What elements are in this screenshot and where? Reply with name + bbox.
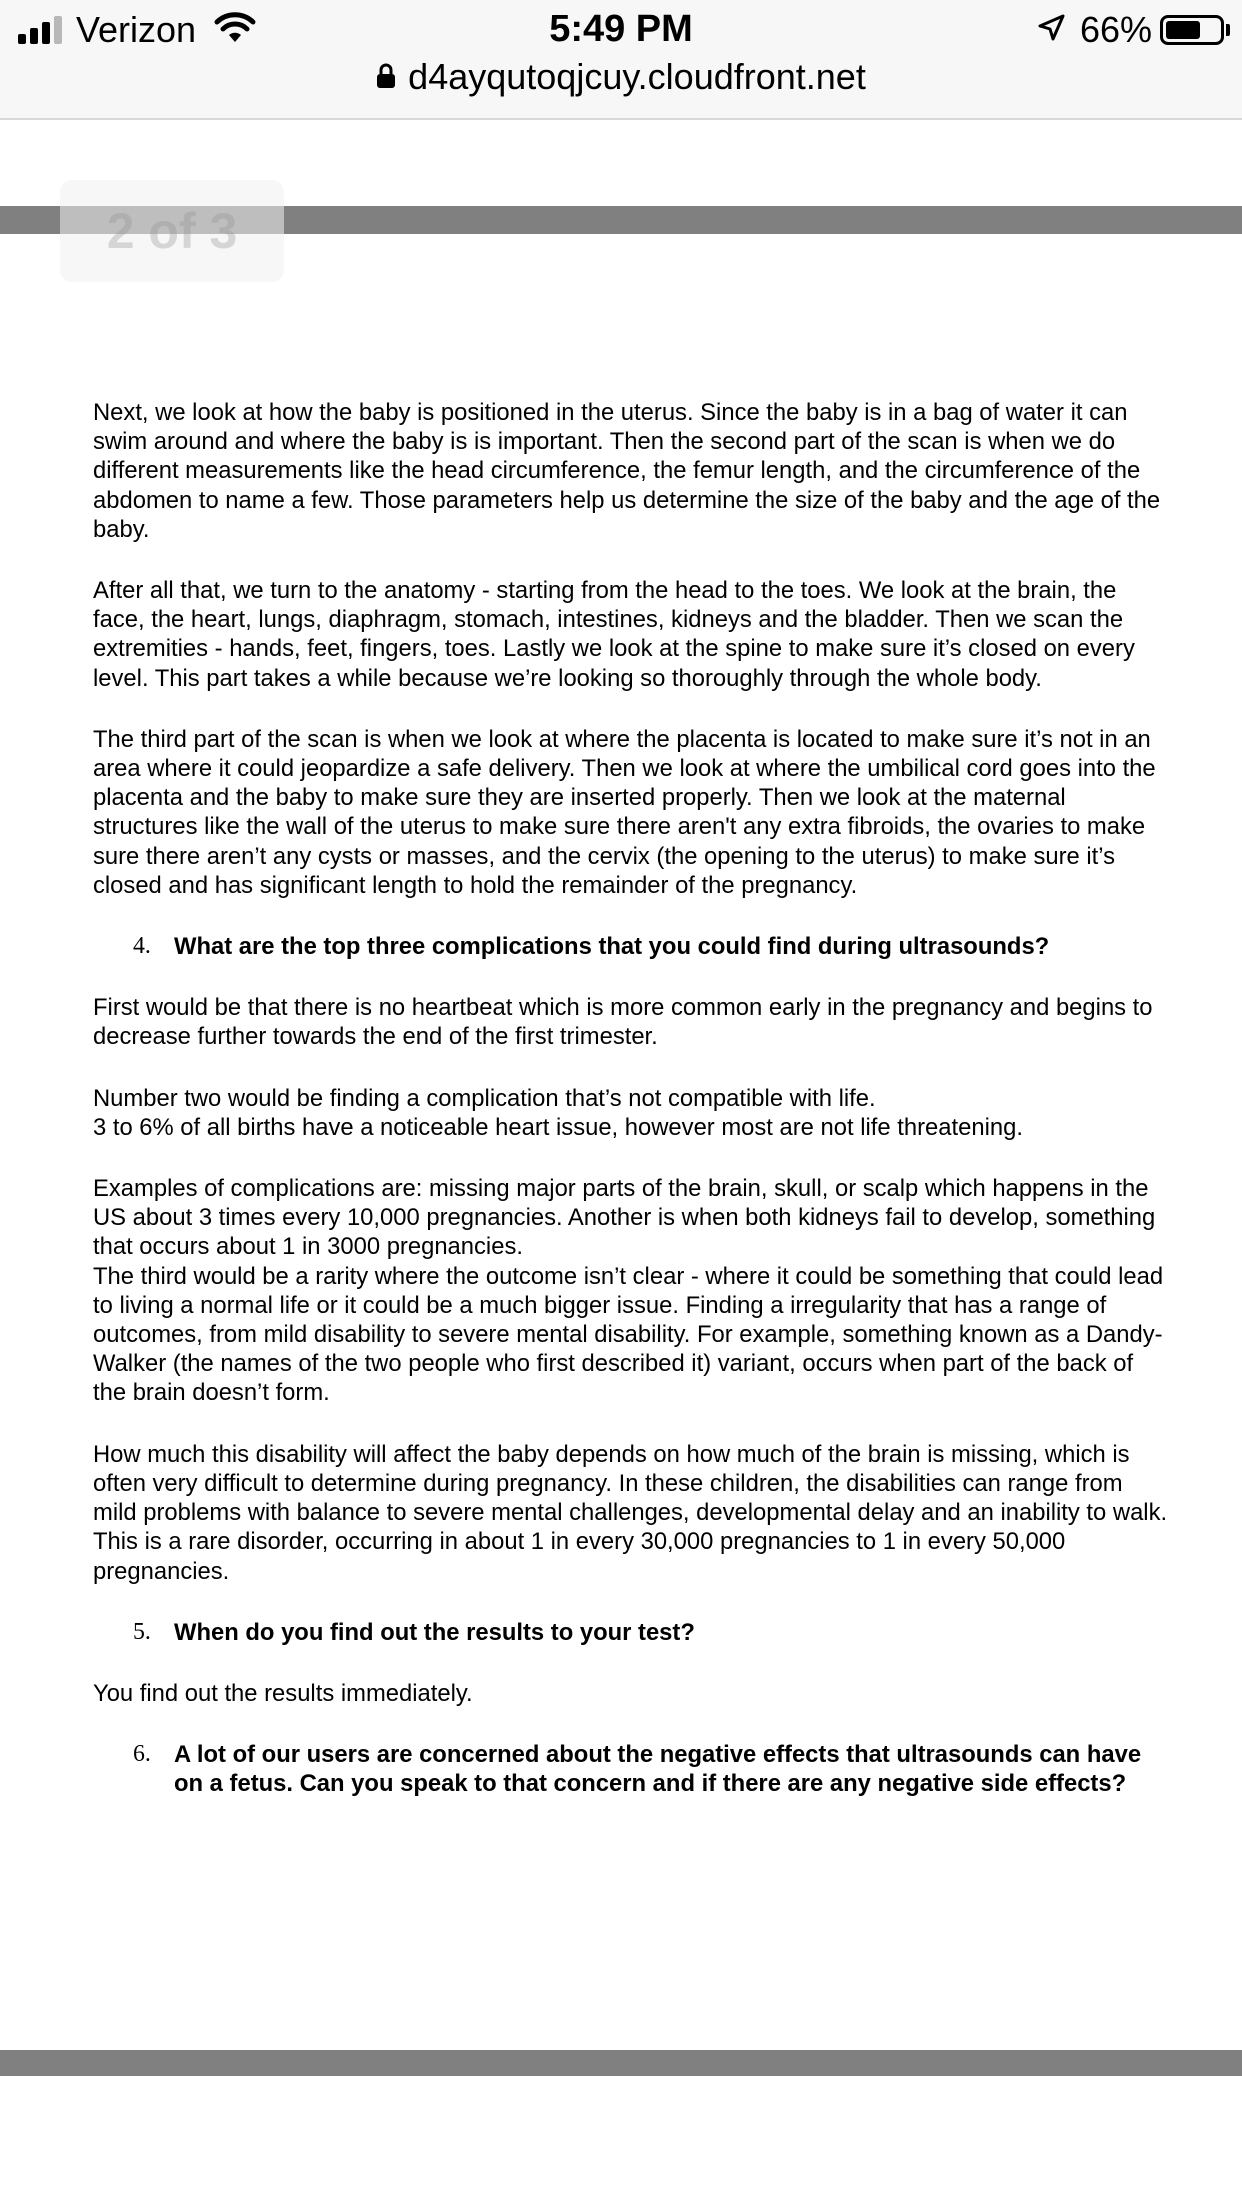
question-number: 5.	[133, 1618, 151, 1645]
carrier-name: Verizon	[76, 9, 197, 50]
battery-percent: 66%	[1079, 9, 1152, 50]
question-6	[93, 1740, 1168, 1798]
paragraph: The third would be a rarity where the outcome isn’t clear - where it could be something that could lead to living a normal life or it could be a much bigger issue. Finding a irregularity that has a range of outcomes, from mild disability to severe mental disability. For example, something known as a Dandy-Walker (the names of the two people who first described it) variant, occurs when part of the back of the brain doesn’t form.	[93, 1262, 1164, 1407]
paragraph: Next, we look at how the baby is positioned in the uterus. Since the baby is in a bag of water it can swim around and where the baby is is important. Then the second part of the scan is when we do different measurements like the head circumference, the femur length, and the circumference of the abdomen to name a few. Those parameters help us determine the size of the baby and the age of the baby.	[93, 399, 1161, 543]
battery-tip	[1226, 24, 1230, 36]
status-right	[1036, 10, 1230, 50]
question-4	[93, 932, 1168, 961]
paragraph: You find out the results immediately.	[93, 1679, 473, 1707]
url-text: d4ayqutoqjcuy.cloudfront.net	[408, 56, 866, 97]
status-bar	[0, 0, 1242, 120]
paragraph: After all that, we turn to the anatomy - starting from the head to the toes. We look at the brain, the face, the heart, lungs, diaphragm, stomach, intestines, kidneys and the bladder. Then we scan the extremities - hands, feet, fingers, toes. Lastly we look at the spine to make sure it’s closed on every level. This part takes a while because we’re looking so thoroughly through the whole body.	[93, 577, 1135, 692]
paragraph: The third part of the scan is when we look at where the placenta is located to make sure it’s not in an area where it could jeopardize a safe delivery. Then we look at where the umbilical cord goes into the placenta and the baby to make sure they are inserted properly. Then we look at the maternal structures like the wall of the uterus to make sure there aren't any extra fibroids, the ovaries to make sure there aren’t any cysts or masses, and the cervix (the opening to the uterus) to make sure it’s closed and has significant length to hold the remainder of the pregnancy.	[93, 725, 1156, 899]
clock: 5:49 PM	[549, 8, 693, 50]
address-bar[interactable]	[0, 56, 1242, 98]
question-text: When do you find out the results to your test?	[174, 1618, 695, 1646]
paragraph: Examples of complications are: missing major parts of the brain, skull, or scalp which happens in the US about 3 times every 10,000 pregnancies. Another is when both kidneys fail to develop, something that occurs about 1 in 3000 pregnancies.	[93, 1175, 1156, 1261]
question-number: 6.	[133, 1741, 151, 1768]
page-separator-bottom	[0, 2050, 1242, 2076]
page-indicator: 2 of 3	[60, 180, 284, 282]
document-page	[93, 398, 1168, 1831]
battery-icon	[1160, 15, 1224, 45]
paragraph: 3 to 6% of all births have a noticeable heart issue, however most are not life threatening.	[93, 1113, 1023, 1141]
location-arrow-icon	[1036, 13, 1066, 48]
question-text: A lot of our users are concerned about the negative effects that ultrasounds can have on a fetus. Can you speak to that concern and if there are any negative side effects?	[174, 1741, 1142, 1798]
paragraph: First would be that there is no heartbeat which is more common early in the pregnancy and begins to decrease further towards the end of the first trimester.	[93, 994, 1153, 1051]
question-number: 4.	[133, 933, 151, 960]
question-5	[93, 1618, 1168, 1647]
paragraph: How much this disability will affect the baby depends on how much of the brain is missing, which is often very difficult to determine during pregnancy. In these children, the disabilities can range from mild problems with balance to severe mental challenges, developmental delay and an inability to walk. This is a rare disorder, occurring in about 1 in every 30,000 pregnancies to 1 in every 50,000 pregnancies.	[93, 1440, 1168, 1585]
paragraph: Number two would be finding a complication that’s not compatible with life.	[93, 1084, 876, 1112]
question-text: What are the top three complications that you could find during ultrasounds?	[174, 933, 1050, 961]
lock-icon	[376, 56, 396, 98]
